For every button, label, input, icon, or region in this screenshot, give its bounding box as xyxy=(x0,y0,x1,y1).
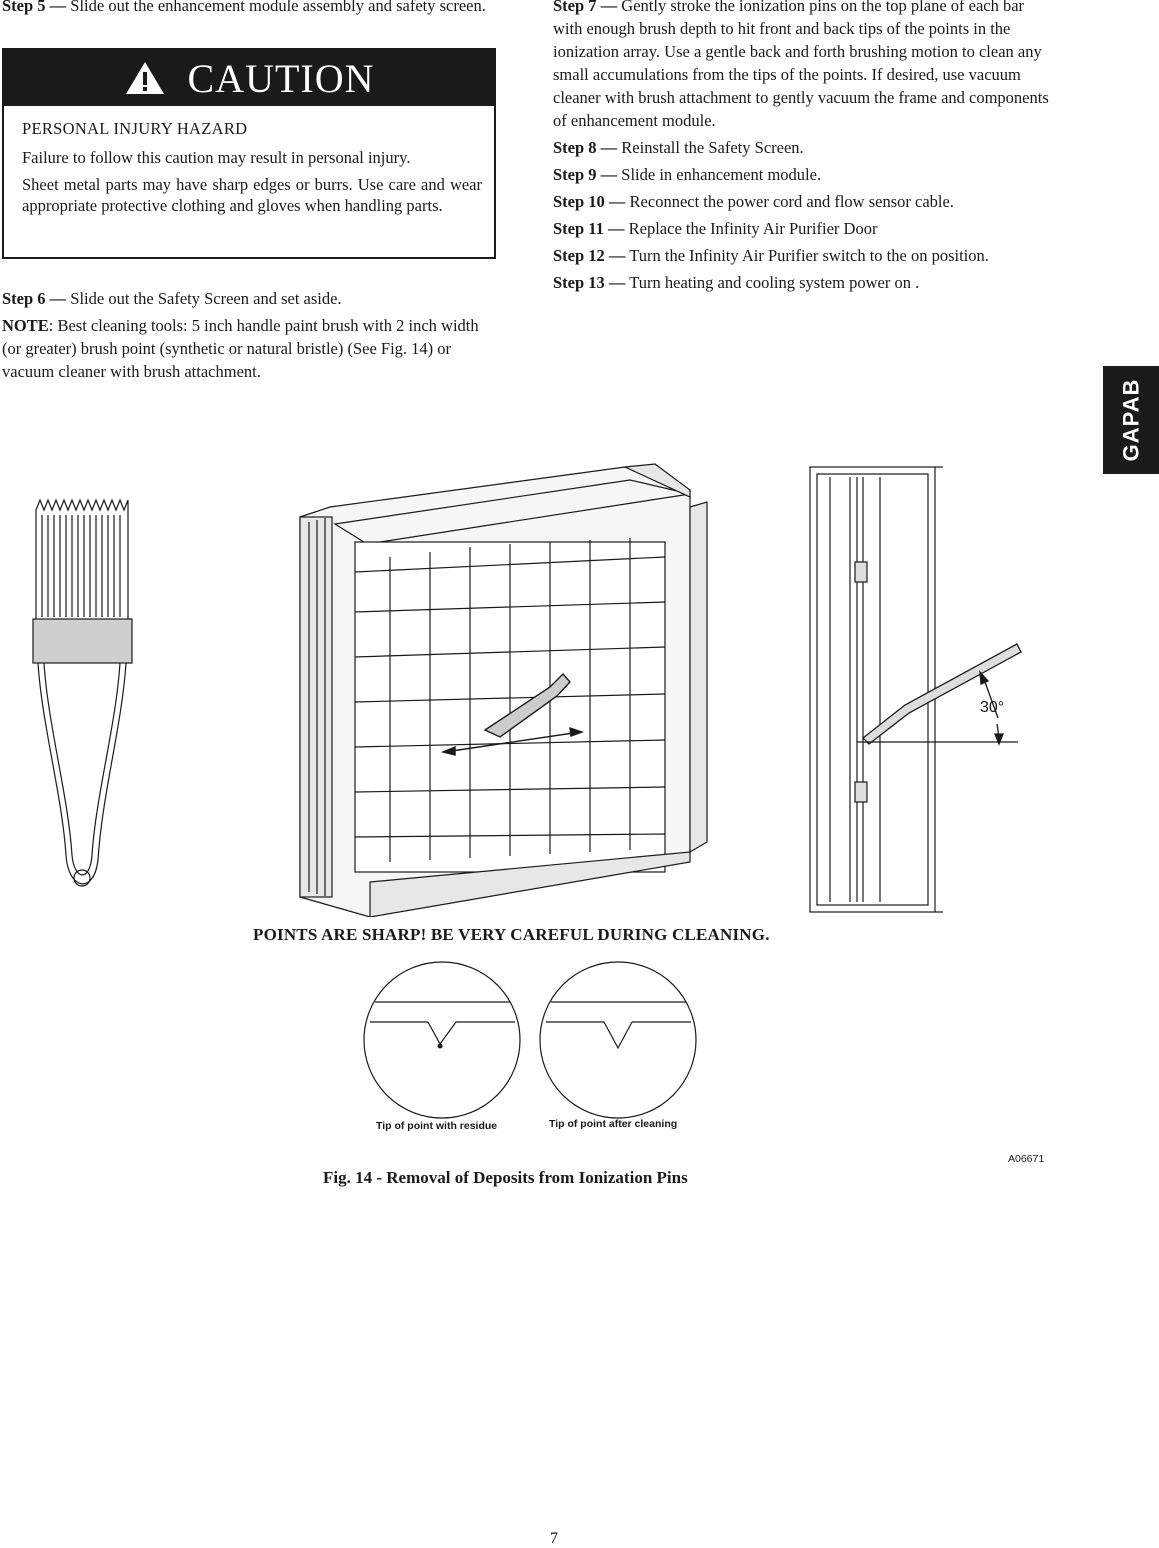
page-number: 7 xyxy=(550,1530,558,1547)
step5-paragraph xyxy=(2,0,498,17)
step13-text: Turn heating and cooling system power on . xyxy=(625,273,920,292)
step6-paragraph xyxy=(2,287,500,310)
enhancement-module-illustration xyxy=(295,462,715,917)
caution-line-2: Sheet metal parts may have sharp edges or burrs. Use care and wear appropriate protective clothing and gloves when handling parts. xyxy=(22,175,482,215)
figure-caption: Fig. 14 - Removal of Deposits from Ionization Pins xyxy=(323,1168,688,1187)
figure-id: A06671 xyxy=(1008,1153,1045,1165)
paint-brush-illustration xyxy=(28,495,140,905)
step7-paragraph xyxy=(553,0,1053,132)
step13-label: Step 13 — xyxy=(553,273,626,292)
step11-text: Replace the Infinity Air Purifier Door xyxy=(624,219,878,238)
step10-paragraph xyxy=(553,190,1053,213)
caution-line-1: Failure to follow this caution may result in personal injury. xyxy=(22,148,411,167)
caution-body xyxy=(4,106,494,216)
step5-label: Step 5 — xyxy=(2,0,67,15)
right-column xyxy=(553,0,1053,298)
step8-paragraph xyxy=(553,136,1053,159)
step12-label: Step 12 — xyxy=(553,246,626,265)
hazard-title: PERSONAL INJURY HAZARD xyxy=(22,119,248,138)
note-paragraph xyxy=(2,314,500,383)
step10-text: Reconnect the power cord and flow sensor cable. xyxy=(625,192,954,211)
step5-text: Slide out the enhancement module assembly and safety screen. xyxy=(66,0,486,15)
tip-clean-label: Tip of point after cleaning xyxy=(549,1118,678,1130)
section-tab-label: GAPAB xyxy=(1118,378,1144,462)
step9-label: Step 9 — xyxy=(553,165,618,184)
step7-text: Gently stroke the ionization pins on the top plane of each bar with enough brush depth to hit front and back tips of the points in the ionization array. Use a gentle back and forth brushing motion to clean any small accumulations from the tips of the points. If desired, use vacuum cleaner with brush attachment to gently vacuum the frame and components of enhancement module. xyxy=(553,0,1049,130)
step12-paragraph xyxy=(553,244,1053,267)
step7-label: Step 7 — xyxy=(553,0,618,15)
step8-label: Step 8 — xyxy=(553,138,618,157)
step11-label: Step 11 — xyxy=(553,219,625,238)
step13-paragraph xyxy=(553,271,1053,294)
angle-label: 30° xyxy=(980,699,1005,716)
step10-label: Step 10 — xyxy=(553,192,626,211)
caution-header xyxy=(4,50,494,106)
note-text: : Best cleaning tools: 5 inch handle paint brush with 2 inch width (or greater) brush point (synthetic or natural bristle) (See Fig. 14) or vacuum cleaner with brush attachment. xyxy=(2,316,479,381)
warning-triangle-icon xyxy=(124,60,166,96)
step9-text: Slide in enhancement module. xyxy=(617,165,822,184)
step11-paragraph xyxy=(553,217,1053,240)
left-column xyxy=(2,0,498,21)
tip-with-residue-detail xyxy=(360,958,525,1123)
side-profile-illustration xyxy=(805,462,1030,917)
step6-label: Step 6 — xyxy=(2,289,67,308)
step6-text: Slide out the Safety Screen and set aside. xyxy=(66,289,342,308)
tip-after-cleaning-detail xyxy=(536,958,701,1123)
step12-text: Turn the Infinity Air Purifier switch to the on position. xyxy=(625,246,989,265)
caution-box xyxy=(2,48,496,259)
tip-residue-label: Tip of point with residue xyxy=(376,1120,498,1132)
note-label: NOTE xyxy=(2,316,49,335)
sharp-warning: POINTS ARE SHARP! BE VERY CAREFUL DURING CLEANING. xyxy=(253,925,770,944)
step6-section xyxy=(2,287,500,387)
caution-word: CAUTION xyxy=(187,55,375,101)
step8-text: Reinstall the Safety Screen. xyxy=(617,138,804,157)
step9-paragraph xyxy=(553,163,1053,186)
section-tab xyxy=(1103,366,1159,474)
